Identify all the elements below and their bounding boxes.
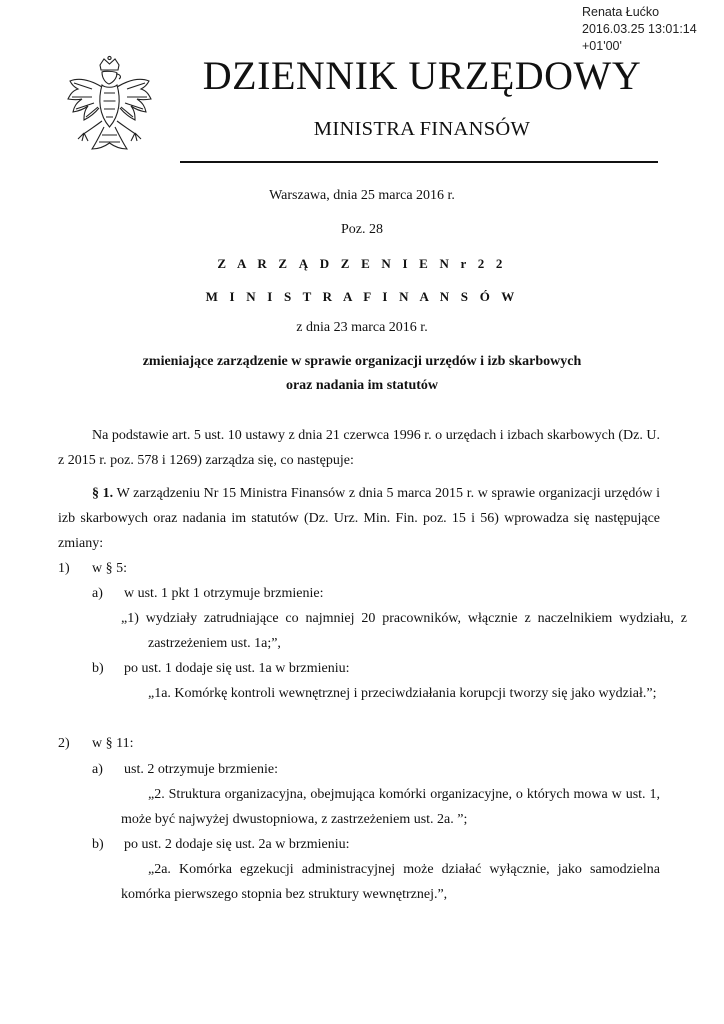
act-subject-line1: zmieniające zarządzenie w sprawie organizacji urzędów i izb skarbowych — [142, 354, 582, 369]
act-issuer: M I N I S T R A F I N A N S Ó W — [205, 289, 519, 304]
item-2b-label: po ust. 2 dodaje się ust. 2a w brzmieniu: — [124, 837, 350, 852]
signature-datetime: 2016.03.25 13:01:14 — [582, 22, 697, 36]
item-2a-label: ust. 2 otrzymuje brzmienie: — [124, 762, 278, 777]
section-1 — [58, 481, 660, 556]
position-number: Poz. 28 — [341, 222, 383, 237]
signature-name: Renata Łućko — [582, 5, 660, 19]
item-1a-label: w ust. 1 pkt 1 otrzymuje brzmienie: — [124, 586, 324, 601]
act-date: z dnia 23 marca 2016 r. — [296, 320, 428, 335]
journal-subtitle: MINISTRA FINANSÓW — [313, 118, 531, 140]
item-1a-letter: a) — [92, 586, 103, 601]
item-1b-label: po ust. 1 dodaje się ust. 1a w brzmieniu: — [124, 661, 350, 676]
item-2a-letter: a) — [92, 762, 103, 777]
polish-eagle-emblem-icon — [62, 55, 157, 165]
item-2b-quote: „2a. Komórka egzekucji administracyjnej może działać wyłącznie, jako samodzielna komórka pierwszego stopnia bez struktury wewnętrznej.”, — [121, 862, 660, 902]
act-subject-line2: oraz nadania im statutów — [285, 378, 439, 393]
item-2-number: 2) — [58, 736, 70, 751]
preamble: Na podstawie art. 5 ust. 10 ustawy z dnia 21 czerwca 1996 r. o urzędach i izbach skarbowych (Dz. U. z 2015 r. poz. 578 i 1269) zarządza się, co następuje: — [58, 428, 660, 468]
place-date: Warszawa, dnia 25 marca 2016 r. — [269, 188, 455, 203]
item-1b-quote: „1a. Komórkę kontroli wewnętrznej i przeciwdziałania korupcji tworzy się jako wydział.”; — [148, 686, 657, 701]
header-divider — [180, 161, 658, 163]
act-type: Z A R Z Ą D Z E N I E N r 2 2 — [217, 256, 507, 271]
item-1a-quote: „1) wydziały zatrudniające co najmniej 20 pracowników, włącznie z naczelnikiem wydziału, z zastrzeżeniem ust. 1a;”, — [121, 611, 687, 651]
signature-offset: +01'00' — [582, 39, 622, 53]
digital-signature — [582, 4, 722, 55]
item-1-number: 1) — [58, 561, 70, 576]
section-1-mark: § 1. — [92, 486, 114, 501]
item-1b-letter: b) — [92, 661, 104, 676]
journal-title: DZIENNIK URZĘDOWY — [202, 53, 642, 98]
section-1-text: W zarządzeniu Nr 15 Ministra Finansów z dnia 5 marca 2015 r. w sprawie organizacji urzędów i izb skarbowych oraz nadania im statutów (Dz. Urz. Min. Fin. poz. 15 i 56) wprowadza się następujące zmiany: — [58, 486, 661, 551]
item-2a-quote: „2. Struktura organizacyjna, obejmująca komórki organizacyjne, o których mowa w ust. 1, może być najwyżej dwustopniowa, z zastrzeżeniem ust. 2a. ”; — [121, 787, 660, 827]
item-1-label: w § 5: — [92, 561, 127, 576]
item-2b-letter: b) — [92, 837, 104, 852]
item-2-label: w § 11: — [92, 736, 134, 751]
